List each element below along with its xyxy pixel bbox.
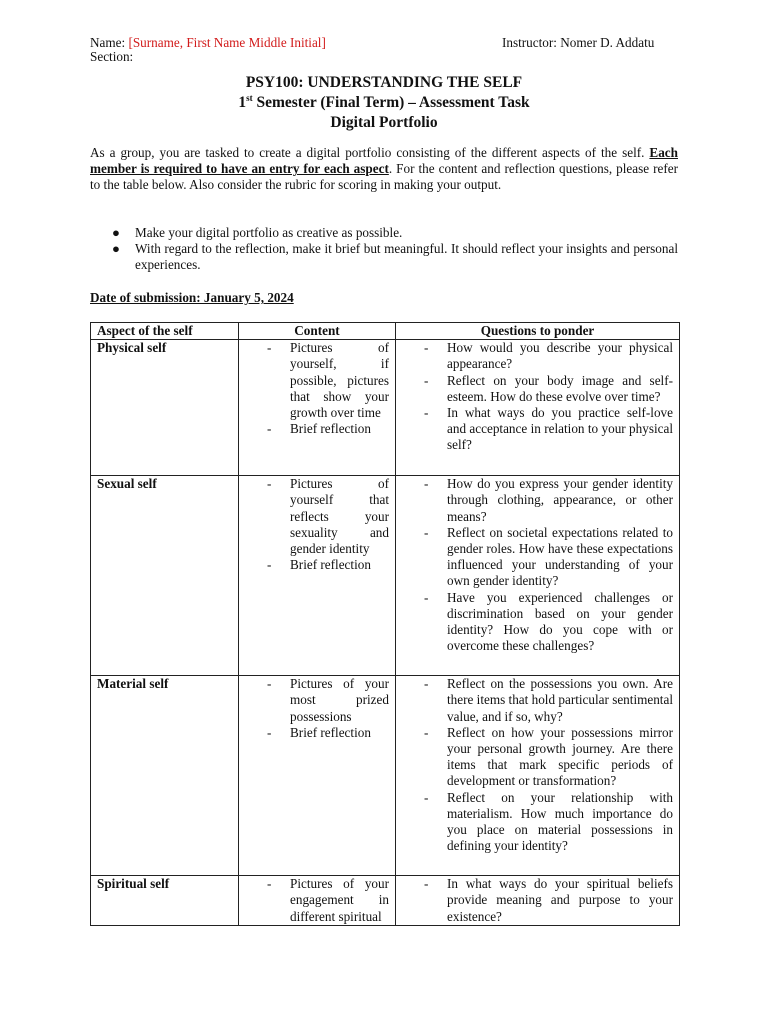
aspect-cell: Material self: [91, 676, 239, 876]
list-item: - Pictures of your engagement in different spiritual: [267, 876, 389, 924]
questions-cell: [396, 340, 680, 476]
questions-cell: [396, 676, 680, 876]
list-item: ● Make your digital portfolio as creative as possible.: [112, 225, 403, 240]
list-item: - Have you experienced challenges or discrimination based on your gender identity? How do you cope with or overcome these challenges?: [424, 589, 673, 654]
list-item: - Reflect on how your possessions mirror your personal growth journey. Are there items that mark specific periods of development or transformation?: [424, 724, 673, 789]
content-cell: [239, 676, 396, 876]
name-label: Name:: [90, 35, 126, 50]
list-item: - Reflect on societal expectations related to gender roles. How have these expectations influenced your understanding of your own gender identity?: [424, 524, 673, 589]
list-item: - Brief reflection: [267, 421, 371, 437]
aspect-cell: Physical self: [91, 340, 239, 476]
aspect-cell: Spiritual self: [91, 876, 239, 926]
table-row: [91, 876, 680, 926]
bullet-icon: ●: [112, 241, 120, 257]
list-item: - Brief reflection: [267, 724, 371, 740]
header-content: Content: [239, 323, 396, 340]
bullet-icon: ●: [112, 225, 120, 240]
list-item: - Reflect on the possessions you own. Are there items that hold particular sentimental value, and if so, why?: [424, 676, 673, 724]
table-row: [91, 676, 680, 876]
submission-date: Date of submission: January 5, 2024: [90, 290, 294, 305]
list-item: - How do you express your gender identity through clothing, appearance, or other means?: [424, 476, 673, 524]
content-cell: [239, 876, 396, 926]
header-aspect: Aspect of the self: [91, 323, 239, 340]
table-row: [91, 340, 680, 476]
list-item: - In what ways do you practice self-love and acceptance in relation to your physical self?: [424, 405, 673, 453]
table-header-row: [91, 323, 680, 340]
list-item: - Pictures of yourself, if possible, pictures that show your growth over time: [267, 340, 389, 421]
list-item: - Pictures of yourself that reflects your sexuality and gender identity: [267, 476, 389, 557]
content-cell: [239, 340, 396, 476]
list-item: - Reflect on your relationship with materialism. How much importance do you place on material possessions in defining your identity?: [424, 789, 673, 854]
instructor-name: Instructor: Nomer D. Addatu: [502, 35, 655, 50]
questions-cell: [396, 476, 680, 676]
intro-emphasis: Each member is required to have an entry for each aspect: [90, 145, 678, 177]
list-item: - In what ways do your spiritual beliefs provide meaning and purpose to your existence?: [424, 876, 673, 924]
aspect-cell: Sexual self: [91, 476, 239, 676]
intro-paragraph: As a group, you are tasked to create a digital portfolio consisting of the different aspects of the self. Each member is required to have an entry for each aspect. For the content and reflection questions, please refer to the table below. Also consider the rubric for scoring in making your output.: [90, 145, 678, 193]
list-item: - How would you describe your physical appearance?: [424, 340, 673, 372]
aspects-table: [90, 322, 680, 926]
list-item: - Reflect on your body image and self-esteem. How do these evolve over time?: [424, 372, 673, 404]
course-title: PSY100: UNDERSTANDING THE SELF: [245, 74, 523, 91]
instructions-list: [90, 225, 678, 274]
title-block: [0, 73, 768, 133]
table-row: [91, 476, 680, 676]
content-cell: [239, 476, 396, 676]
term-title: 1st Semester (Final Term) – Assessment Task: [238, 92, 530, 111]
list-item: - Pictures of your most prized possessions: [267, 676, 389, 724]
task-title: Digital Portfolio: [330, 114, 438, 131]
section-label: Section:: [90, 49, 134, 64]
header-questions: Questions to ponder: [396, 323, 680, 340]
name-placeholder: [Surname, First Name Middle Initial]: [128, 35, 326, 50]
list-item: - Brief reflection: [267, 557, 371, 573]
list-item: ● With regard to the reflection, make it brief but meaningful. It should reflect your insights and personal experiences.: [112, 241, 678, 273]
questions-cell: [396, 876, 680, 926]
